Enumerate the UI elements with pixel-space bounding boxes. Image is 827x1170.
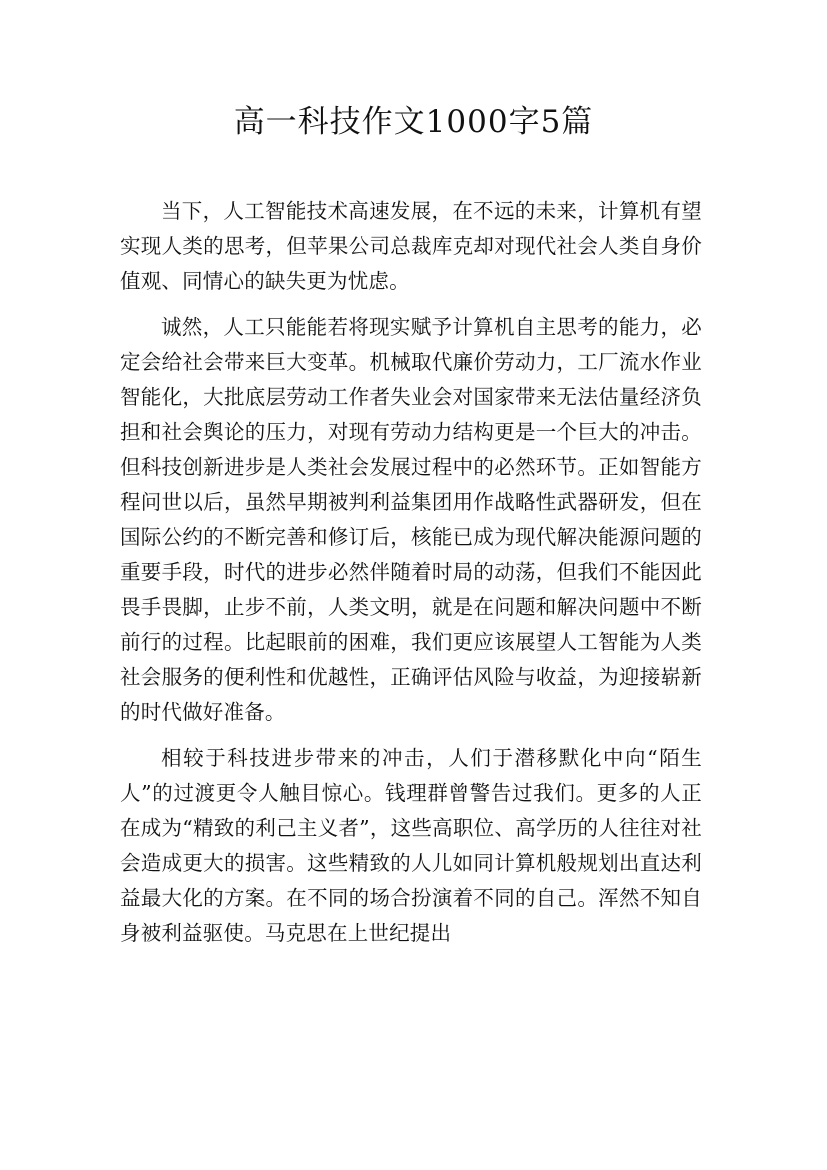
paragraph-2: 诚然，人工只能能若将现实赋予计算机自主思考的能力，必定会给社会带来巨大变革。机械取代廉价劳动力，工厂流水作业智能化，大批底层劳动工作者失业会对国家带来无法估量经济负担和社会舆论的压力，对现有劳动力结构更是一个巨大的冲击。但科技创新进步是人类社会发展过程中的必然环节。正如智能方程问世以后，虽然早期被判利益集团用作战略性武器研发，但在国际公约的不断完善和修订后，核能已成为现代解决能源问题的重要手段，时代的进步必然伴随着时局的动荡，但我们不能因此畏手畏脚，止步不前，人类文明，就是在问题和解决问题中不断前行的过程。比起眼前的困难，我们更应该展望人工智能为人类社会服务的便利性和优越性，正确评估风险与收益，为迎接崭新的时代做好准备。 bbox=[120, 315, 702, 724]
document-body bbox=[120, 194, 702, 962]
paragraph-1: 当下，人工智能技术高速发展，在不远的未来，计算机有望实现人类的思考，但苹果公司总裁库克却对现代社会人类自身价值观、同情心的缺失更为忧虑。 bbox=[120, 199, 702, 293]
document-title: 高一科技作文1000字5篇 bbox=[233, 104, 594, 140]
paragraph-3: 相较于科技进步带来的冲击，人们于潜移默化中向“陌生人”的过渡更令人触目惊心。钱理群曾警告过我们。更多的人正在成为“精致的利己主义者”，这些高职位、高学历的人往往对社会造成更大的损害。这些精致的人儿如同计算机般规划出直达利益最大化的方案。在不同的场合扮演着不同的自己。浑然不知自身被利益驱使。马克思在上世纪提出 bbox=[120, 746, 702, 945]
